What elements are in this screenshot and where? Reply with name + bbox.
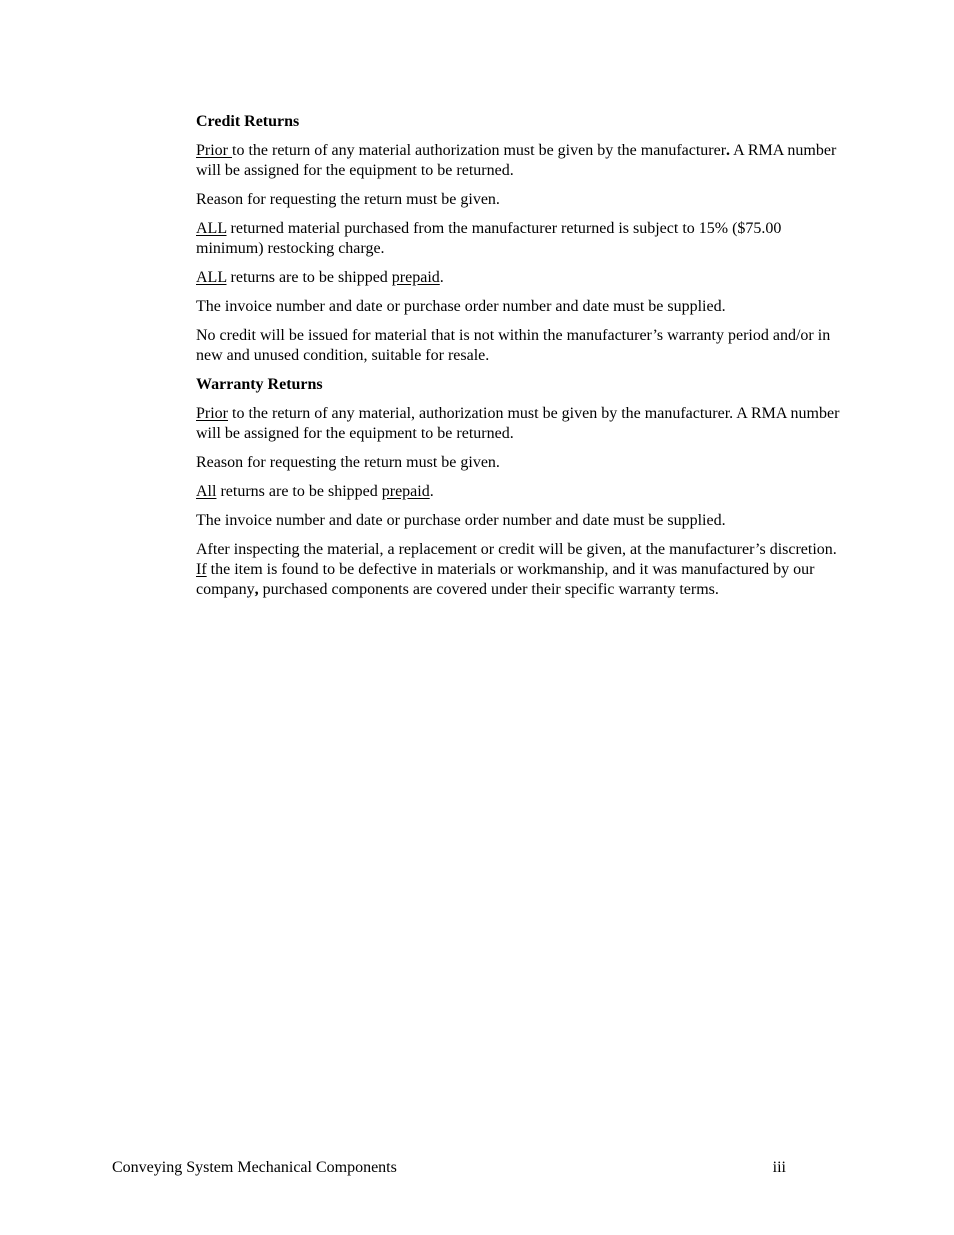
all-underlined: All — [196, 483, 217, 500]
if-underlined: If — [196, 561, 207, 578]
prior-underlined: Prior — [196, 405, 228, 422]
warranty-invoice-paragraph: The invoice number and date or purchase order number and date must be supplied. — [196, 512, 726, 529]
warranty-prepaid-paragraph: All returns are to be shipped prepaid. — [196, 483, 434, 500]
prepaid-underlined: prepaid — [381, 483, 430, 500]
warranty-reason-paragraph: Reason for requesting the return must be given. — [196, 454, 500, 471]
credit-no-credit-paragraph: No credit will be issued for material that is not within the manufacturer’s warranty period and/or in new and unused condition, suitable for resale. — [196, 327, 831, 364]
credit-prior-authorization-paragraph: Prior to the return of any material authorization must be given by the manufacturer. A RMA number will be assigned for the equipment to be returned. — [196, 142, 837, 179]
warranty-inspection-paragraph: After inspecting the material, a replacement or credit will be given, at the manufacturer’s discretion. If the item is found to be defective in materials or workmanship, and it was manufactured by our company, purchased components are covered under their specific warranty terms. — [196, 541, 837, 598]
all-underlined: ALL — [196, 269, 227, 286]
warranty-returns-heading: Warranty Returns — [196, 376, 323, 393]
footer-page-number: iii — [772, 1159, 786, 1176]
credit-restocking-paragraph: ALL returned material purchased from the manufacturer returned is subject to 15% ($75.00 minimum) restocking charge. — [196, 220, 782, 257]
credit-invoice-paragraph: The invoice number and date or purchase order number and date must be supplied. — [196, 298, 726, 315]
credit-returns-heading: Credit Returns — [196, 113, 300, 130]
prepaid-underlined: prepaid — [391, 269, 440, 286]
all-underlined: ALL — [196, 220, 227, 237]
credit-prepaid-paragraph: ALL returns are to be shipped prepaid. — [196, 269, 444, 286]
prior-underlined: Prior — [196, 142, 232, 159]
footer-document-title: Conveying System Mechanical Components — [112, 1159, 397, 1176]
credit-reason-paragraph: Reason for requesting the return must be given. — [196, 191, 500, 208]
document-body — [196, 112, 846, 609]
warranty-prior-authorization-paragraph: Prior to the return of any material, authorization must be given by the manufacturer. A RMA number will be assigned for the equipment to be returned. — [196, 405, 840, 442]
